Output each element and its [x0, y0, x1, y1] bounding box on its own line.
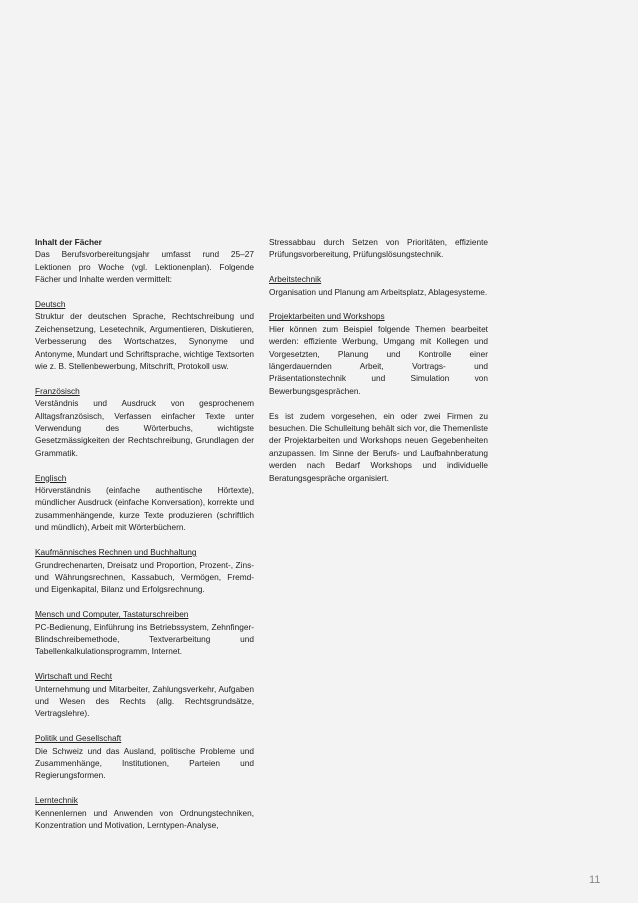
- section-text: Struktur der deutschen Sprache, Rechtschreibung und Zeichensetzung, Lesetechnik, Argumentieren, Diskutieren, Verbesserung des Wortschatzes, Synonyme und Antonyme, Mundart und Schriftsprache, wichtige Textsorten wie z. B. Stellenbewerbung, Mitschrift, Protokoll usw.: [35, 311, 254, 372]
- section-title: Lerntechnik: [35, 795, 78, 806]
- section-politik: [35, 732, 254, 782]
- closing-section: [269, 410, 488, 484]
- section-text: Verständnis und Ausdruck von gesprochenem Alltagsfranzösisch, Verfassen einfacher Texte unter Verwendung des Wörterbuchs, wichtigste Gesetzmässigkeiten der Rechtschreibung, Grundlagen der Grammatik.: [35, 398, 254, 458]
- section-wirtschaft: [35, 670, 254, 720]
- section-title: Arbeitstechnik: [269, 274, 322, 285]
- section-text: Unternehmung und Mitarbeiter, Zahlungsverkehr, Aufgaben und Wesen des Rechts (allg. Rechtsgrundsätze, Vertragslehre).: [35, 683, 254, 719]
- section-title: Englisch: [35, 472, 67, 483]
- left-column: [35, 236, 254, 844]
- section-deutsch: [35, 298, 254, 372]
- section-title: Kaufmännisches Rechnen und Buchhaltung: [35, 547, 197, 558]
- section-lerntechnik: [35, 794, 254, 831]
- continuation-text: Stressabbau durch Setzen von Prioritäten, effiziente Prüfungsvorbereitung, Prüfungslösungstechnik.: [269, 237, 488, 260]
- section-text: Hier können zum Beispiel folgende Themen bearbeitet werden: effiziente Werbung, Umgang mit Kollegen und Vorgesetzten, Planung und Kontrolle einer längerdauernden Arbeit, Vortrags- und Präsentationstechnik und Simulation von Bewerbungsgesprächen.: [269, 323, 488, 396]
- section-franzoesisch: [35, 385, 254, 459]
- section-arbeitstechnik: [269, 273, 488, 298]
- right-column: [269, 236, 488, 496]
- section-englisch: [35, 472, 254, 534]
- section-text: Hörverständnis (einfache authentische Hörtexte), mündlicher Ausdruck (einfache Konversation), korrekte und zusammenhängende, kurze Texte produzieren (schriftlich und mündlich), Arbeit mit Wörterbüchern.: [35, 485, 254, 533]
- section-title: Französisch: [35, 385, 80, 396]
- closing-text: Es ist zudem vorgesehen, ein oder zwei Firmen zu besuchen. Die Schulleitung behält sich vor, die Themenliste der Projektarbeiten und Workshops neuen Gegebenheiten anzupassen. Im Sinne der Berufs- und Laufbahnberatung werden nach Bedarf Workshops und individuelle Beratungsgespräche organisiert.: [269, 410, 488, 483]
- section-text: Kennenlernen und Anwenden von Ordnungstechniken, Konzentration und Motivation, Lerntypen-Analyse,: [35, 807, 254, 830]
- section-text: Organisation und Planung am Arbeitsplatz, Ablagesysteme.: [269, 286, 488, 297]
- page-number: 11: [589, 874, 601, 886]
- section-text: PC-Bedienung, Einführung ins Betriebssystem, Zehnfinger-Blindschreibemethode, Textverarbeitung und Tabellenkalkulationsprogramm, Internet.: [35, 621, 254, 657]
- intro-section: [35, 236, 254, 286]
- section-text: Die Schweiz und das Ausland, politische Probleme und Zusammenhänge, Institutionen, Parteien und Regierungsformen.: [35, 745, 254, 781]
- intro-text: Das Berufsvorbereitungsjahr umfasst rund 25–27 Lektionen pro Woche (vgl. Lektionenplan). Folgende Fächer und Inhalte werden vermittelt:: [35, 249, 254, 285]
- section-text: Grundrechenarten, Dreisatz und Proportion, Prozent-, Zins- und Währungsrechnen, Kassabuch, Vermögen, Fremd- und Eigenkapital, Bilanz und Erfolgsrechnung.: [35, 559, 254, 595]
- section-title: Wirtschaft und Recht: [35, 671, 113, 682]
- section-title: Projektarbeiten und Workshops: [269, 311, 385, 322]
- section-projektarbeiten: [269, 310, 488, 397]
- section-title: Mensch und Computer, Tastaturschreiben: [35, 609, 189, 620]
- section-title: Politik und Gesellschaft: [35, 733, 122, 744]
- continuation-section: [269, 236, 488, 261]
- section-computer: [35, 608, 254, 658]
- section-rechnen: [35, 546, 254, 596]
- intro-title: Inhalt der Fächer: [35, 237, 102, 247]
- section-title: Deutsch: [35, 299, 66, 310]
